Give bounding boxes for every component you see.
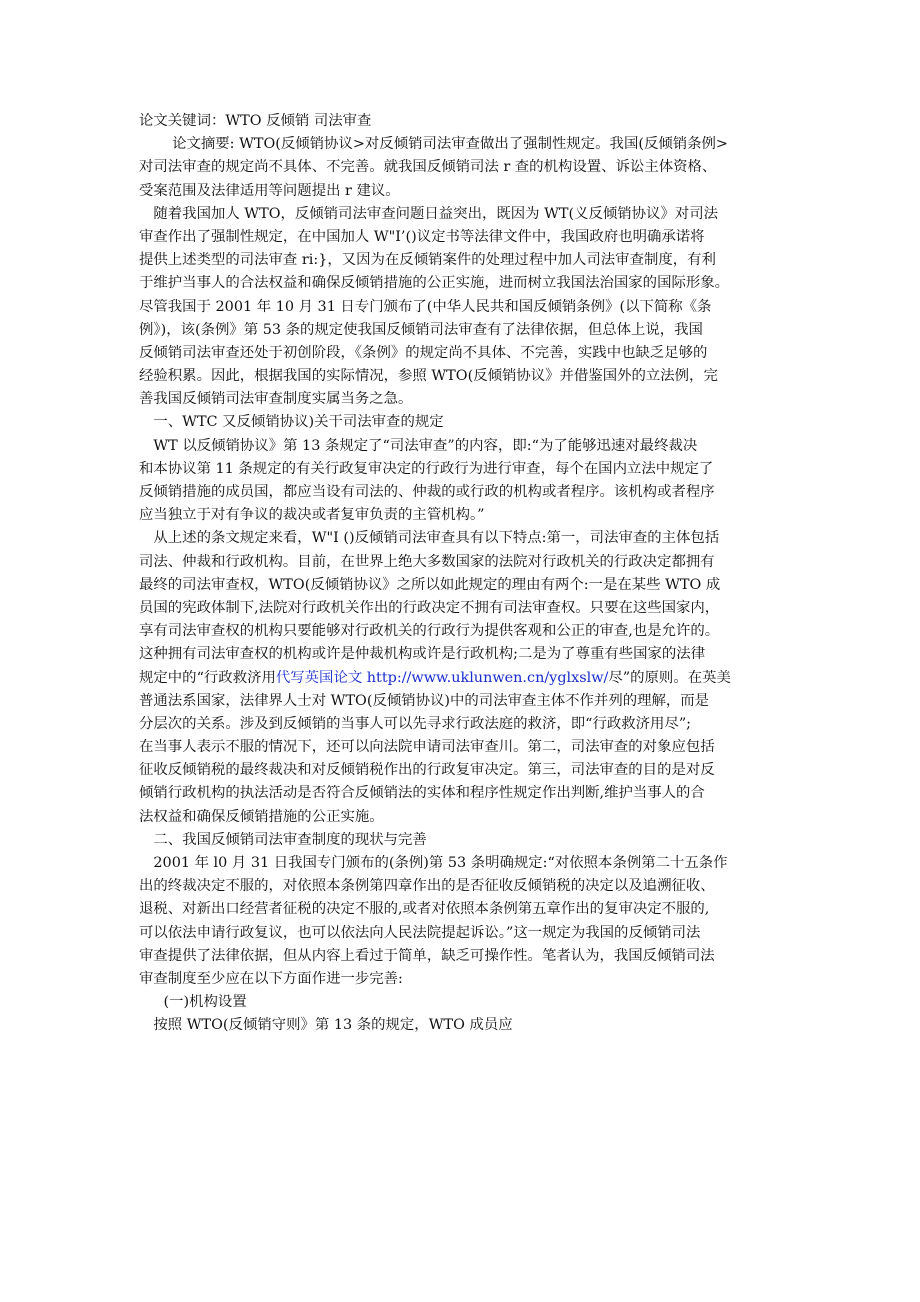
line-text: 一、WTC 又反倾销协议)关干司法审查的规定 — [153, 414, 444, 431]
line-text: 论文关键词：WTO 反倾销 司法审查 — [139, 113, 372, 129]
line-text: 随着我国加人 WTO，反倾销司法审查问题日益突出，既因为 WT(义反倾销协议》对司法 — [153, 205, 719, 222]
text-line — [139, 504, 789, 527]
text-line — [139, 411, 789, 434]
text-line — [139, 249, 789, 272]
line-text: 从上述的条文规定来看，W"I ()反倾销司法审查具有以下特点:第一，司法审查的主体包括 — [153, 530, 720, 547]
text-line — [139, 481, 789, 504]
line-text: 可以依法申请行政复议，也可以依法向人民法院提起诉讼。”这一规定为我国的反倾销司法 — [139, 924, 701, 941]
line-text: 享有司法审查权的机构只要能够对行政机关的行政行为提供客观和公正的审查,也是允许的。 — [139, 623, 720, 640]
line-text: 倾销行政机构的执法活动是否符合反倾销法的实体和程序性规定作出判断,维护当事人的合 — [139, 785, 705, 802]
line-text: 尽管我国于 2001 年 10 月 31 日专门颁布了(中华人民共和国反倾销条例》(以下简称《条 — [139, 298, 712, 315]
text-line — [139, 133, 789, 156]
text-line — [139, 156, 789, 179]
text-line — [139, 922, 789, 945]
text-line — [139, 991, 789, 1014]
text-line — [139, 597, 789, 620]
text-line — [139, 226, 789, 249]
line-text: 司法、仲裁和行政机构。目前，在世界上绝大多数国家的法院对行政机关的行政决定都拥有 — [139, 553, 715, 570]
text-line — [139, 945, 789, 968]
line-text: 规定中的“行政救济用 — [139, 669, 276, 686]
text-line — [139, 180, 789, 203]
line-text: 反倾销措施的成员国，都应当设有司法的、仲裁的或行政的机构或者程序。该机构或者程序 — [139, 484, 715, 500]
line-text: 善我国反倾销司法审查制度实属当务之急。 — [139, 391, 413, 408]
line-text: 论文摘要: WTO(反倾销协议>对反倾销司法审查做出了强制性规定。我国(反倾销条例> — [172, 136, 728, 153]
text-line — [139, 527, 789, 550]
text-line — [139, 667, 789, 690]
line-text: 审查提供了法律依据，但从内容上看过于简单，缺乏可操作性。笔者认为，我国反倾销司法 — [139, 947, 715, 964]
line-text: 审查制度至少应在以下方面作进一步完善: — [139, 970, 403, 987]
line-text: 普通法系国家，法律界人士对 WTO(反倾销协议)中的司法审查主体不作并列的理解，而是 — [139, 692, 710, 709]
line-text: 出的终裁决定不服的，对依照本条例第四章作出的是否征收反倾销税的决定以及追溯征收、 — [139, 878, 715, 895]
line-text: 审查作出了强制性规定，在中国加人 W"I’()议定书等法律文件中，我国政府也明确承诺将 — [139, 228, 705, 245]
text-line — [139, 1014, 789, 1037]
text-line — [139, 643, 789, 666]
line-text: 最终的司法审查权，WTO(反倾销协议》之所以如此规定的理由有两个:一是在某些 WTO 成 — [139, 576, 721, 593]
text-line — [139, 342, 789, 365]
line-text: 在当事人表示不服的情况下，还可以向法院申请司法审查川。第二，司法审查的对象应包括 — [139, 739, 715, 756]
line-text: 反倾销司法审查还处于初创阶段，《条例》的规定尚不具体、不完善，实践中也缺乏足够的 — [139, 344, 708, 361]
text-line — [139, 620, 789, 643]
text-line — [139, 110, 789, 133]
line-text: WT 以反倾销协议》第 13 条规定了“司法审查”的内容，即:“为了能够迅速对最终裁决 — [153, 437, 698, 454]
text-line — [139, 968, 789, 991]
text-line — [139, 806, 789, 829]
text-line — [139, 272, 789, 295]
text-line — [139, 852, 789, 875]
text-line — [139, 458, 789, 481]
line-text: 对司法审查的规定尚不具体、不完善。就我国反倾销司法 r 查的机构设置、诉讼主体资格、 — [139, 159, 717, 176]
text-line — [139, 551, 789, 574]
line-text: 2001 年 l0 月 31 日我国专门颁布的(条例)第 53 条明确规定:“对依照本条例第二十五条作 — [153, 855, 728, 871]
line-text: 按照 WTO(反倾销守则》第 13 条的规定，WTO 成员应 — [153, 1017, 513, 1034]
text-line — [139, 898, 789, 921]
line-text: 这种拥有司法审查权的机构或许是仲裁机构或许是行政机构;二是为了尊重有些国家的法律 — [139, 646, 706, 663]
text-line — [139, 782, 789, 805]
line-text: 经验积累。因此，根据我国的实际情况，参照 WTO(反倾销协议》并借鉴国外的立法例，完 — [139, 368, 718, 385]
line-text: 员国的宪政体制下,法院对行政机关作出的行政决定不拥有司法审查权。只要在这些国家内， — [139, 599, 720, 616]
line-text-after-link: 尽”的原则。在英美 — [608, 669, 731, 686]
line-text: 二、我国反倾销司法审查制度的现状与完善 — [153, 831, 427, 848]
line-text: 例》)，该(条例》第 53 条的规定使我国反倾销司法审查有了法律依据，但总体上说，我国 — [139, 321, 703, 338]
text-line — [139, 713, 789, 736]
text-line — [139, 203, 789, 226]
line-text: 征收反倾销税的最终裁决和对反倾销税作出的行政复审决定。第三，司法审查的目的是对反 — [139, 762, 715, 779]
line-text: (一)机构设置 — [163, 994, 247, 1011]
text-line — [139, 388, 789, 411]
inline-link[interactable]: 代写英国论文 http://www.uklunwen.cn/yglxslw/ — [275, 669, 609, 686]
line-text: 退税、对新出口经营者征税的决定不服的,或者对依照本条例第五章作出的复审决定不服的, — [139, 901, 710, 918]
text-line — [139, 875, 789, 898]
line-text: 受案范围及法律适用等问题提出 r 建议。 — [139, 182, 400, 199]
text-line — [139, 736, 789, 759]
text-line — [139, 829, 789, 852]
text-line — [139, 574, 789, 597]
line-text: 于维护当事人的合法权益和确保反倾销措施的公正实施，进而树立我国法治国家的国际形象。 — [139, 275, 730, 292]
text-line — [139, 759, 789, 782]
line-text: 提供上述类型的司法审查 ri:}，又因为在反倾销案件的处理过程中加人司法审查制度，有利 — [139, 252, 716, 269]
line-text: 和本协议第 11 条规定的有关行政复审决定的行政行为进行审查，每个在国内立法中规定了 — [139, 460, 714, 477]
line-text: 分层次的关系。涉及到反倾销的当事人可以先寻求行政法庭的救济，即“行政救济用尽”; — [139, 715, 692, 732]
line-text: 法权益和确保反倾销措施的公正实施。 — [139, 808, 384, 825]
document-body — [139, 110, 789, 1038]
text-line — [139, 365, 789, 388]
text-line — [139, 435, 789, 458]
text-line — [139, 690, 789, 713]
line-text: 应当独立于对有争议的裁决或者复审负责的主管机构。” — [139, 507, 485, 524]
text-line — [139, 296, 789, 319]
text-line — [139, 319, 789, 342]
